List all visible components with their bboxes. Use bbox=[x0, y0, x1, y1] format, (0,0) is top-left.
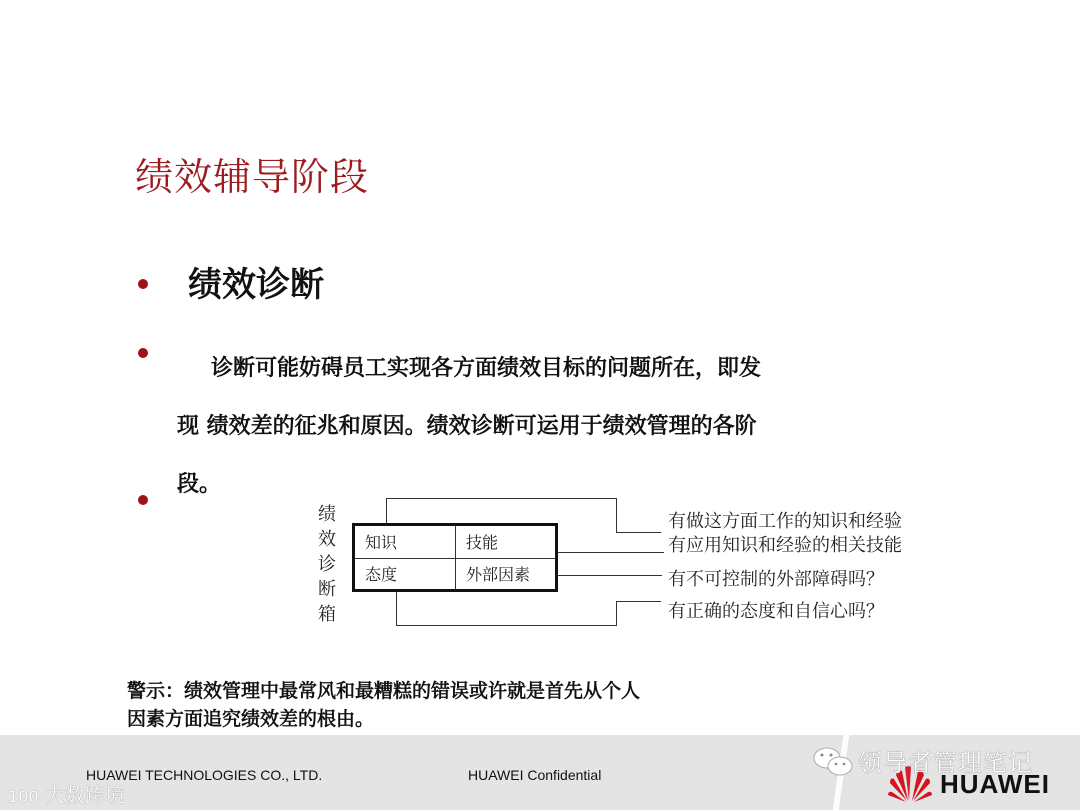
footer-confidential: HUAWEI Confidential bbox=[468, 767, 602, 783]
connector-line bbox=[386, 498, 387, 523]
diagnosis-box-diagram bbox=[300, 490, 960, 640]
slide-footer bbox=[0, 735, 1080, 810]
body-paragraph bbox=[177, 340, 907, 514]
diagram-description: 有做这方面工作的知识和经验 bbox=[668, 511, 902, 532]
paragraph-line-2: 现 绩效差的征兆和原因。绩效诊断可运用于绩效管理的各阶 bbox=[177, 414, 757, 439]
watermark-left bbox=[8, 779, 125, 808]
warning-note bbox=[127, 677, 827, 733]
slide-title: 绩效辅导阶段 bbox=[135, 155, 370, 199]
connector-line bbox=[396, 592, 397, 626]
diagram-vertical-label: 绩效诊断箱 bbox=[318, 504, 336, 625]
warning-line-1: 警示：绩效管理中最常风和最糟糕的错误或许就是首先从个人 bbox=[127, 680, 641, 702]
huawei-brand-text: HUAWEI bbox=[940, 769, 1050, 799]
connector-line bbox=[396, 625, 617, 626]
watermark-left-text: 大数跨境 bbox=[44, 783, 125, 807]
wechat-icon bbox=[812, 745, 856, 779]
bullet-dot bbox=[138, 348, 148, 358]
connector-line bbox=[616, 498, 617, 532]
bullet-dot bbox=[138, 279, 148, 289]
diagram-description: 有应用知识和经验的相关技能 bbox=[668, 535, 902, 556]
connector-line bbox=[616, 532, 661, 533]
diagnosis-grid bbox=[352, 523, 558, 592]
cell-attitude: 态度 bbox=[355, 558, 455, 590]
cell-external-factors: 外部因素 bbox=[455, 558, 555, 590]
watermark-right: 领导者管理笔记 bbox=[858, 749, 1033, 777]
connector-line bbox=[616, 601, 661, 602]
paragraph-line-1: 诊断可能妨碍员工实现各方面绩效目标的问题所在，即发 bbox=[211, 356, 762, 381]
watermark-left-logo: 100 bbox=[8, 787, 39, 806]
paragraph-line-3: 段。 bbox=[177, 472, 222, 497]
section-heading: 绩效诊断 bbox=[188, 265, 324, 305]
connector-line bbox=[616, 601, 617, 626]
cell-knowledge: 知识 bbox=[365, 533, 398, 553]
bullet-dot bbox=[138, 495, 148, 505]
diagram-description: 有不可控制的外部障碍吗？ bbox=[668, 569, 884, 590]
warning-line-2: 因素方面追究绩效差的根由。 bbox=[127, 708, 375, 730]
connector-line bbox=[558, 575, 662, 576]
cell-skills: 技能 bbox=[455, 526, 555, 558]
connector-line bbox=[386, 498, 617, 499]
connector-line bbox=[558, 552, 664, 553]
footer-company: HUAWEI TECHNOLOGIES CO., LTD. bbox=[86, 767, 323, 783]
diagram-description: 有正确的态度和自信心吗？ bbox=[668, 601, 884, 622]
